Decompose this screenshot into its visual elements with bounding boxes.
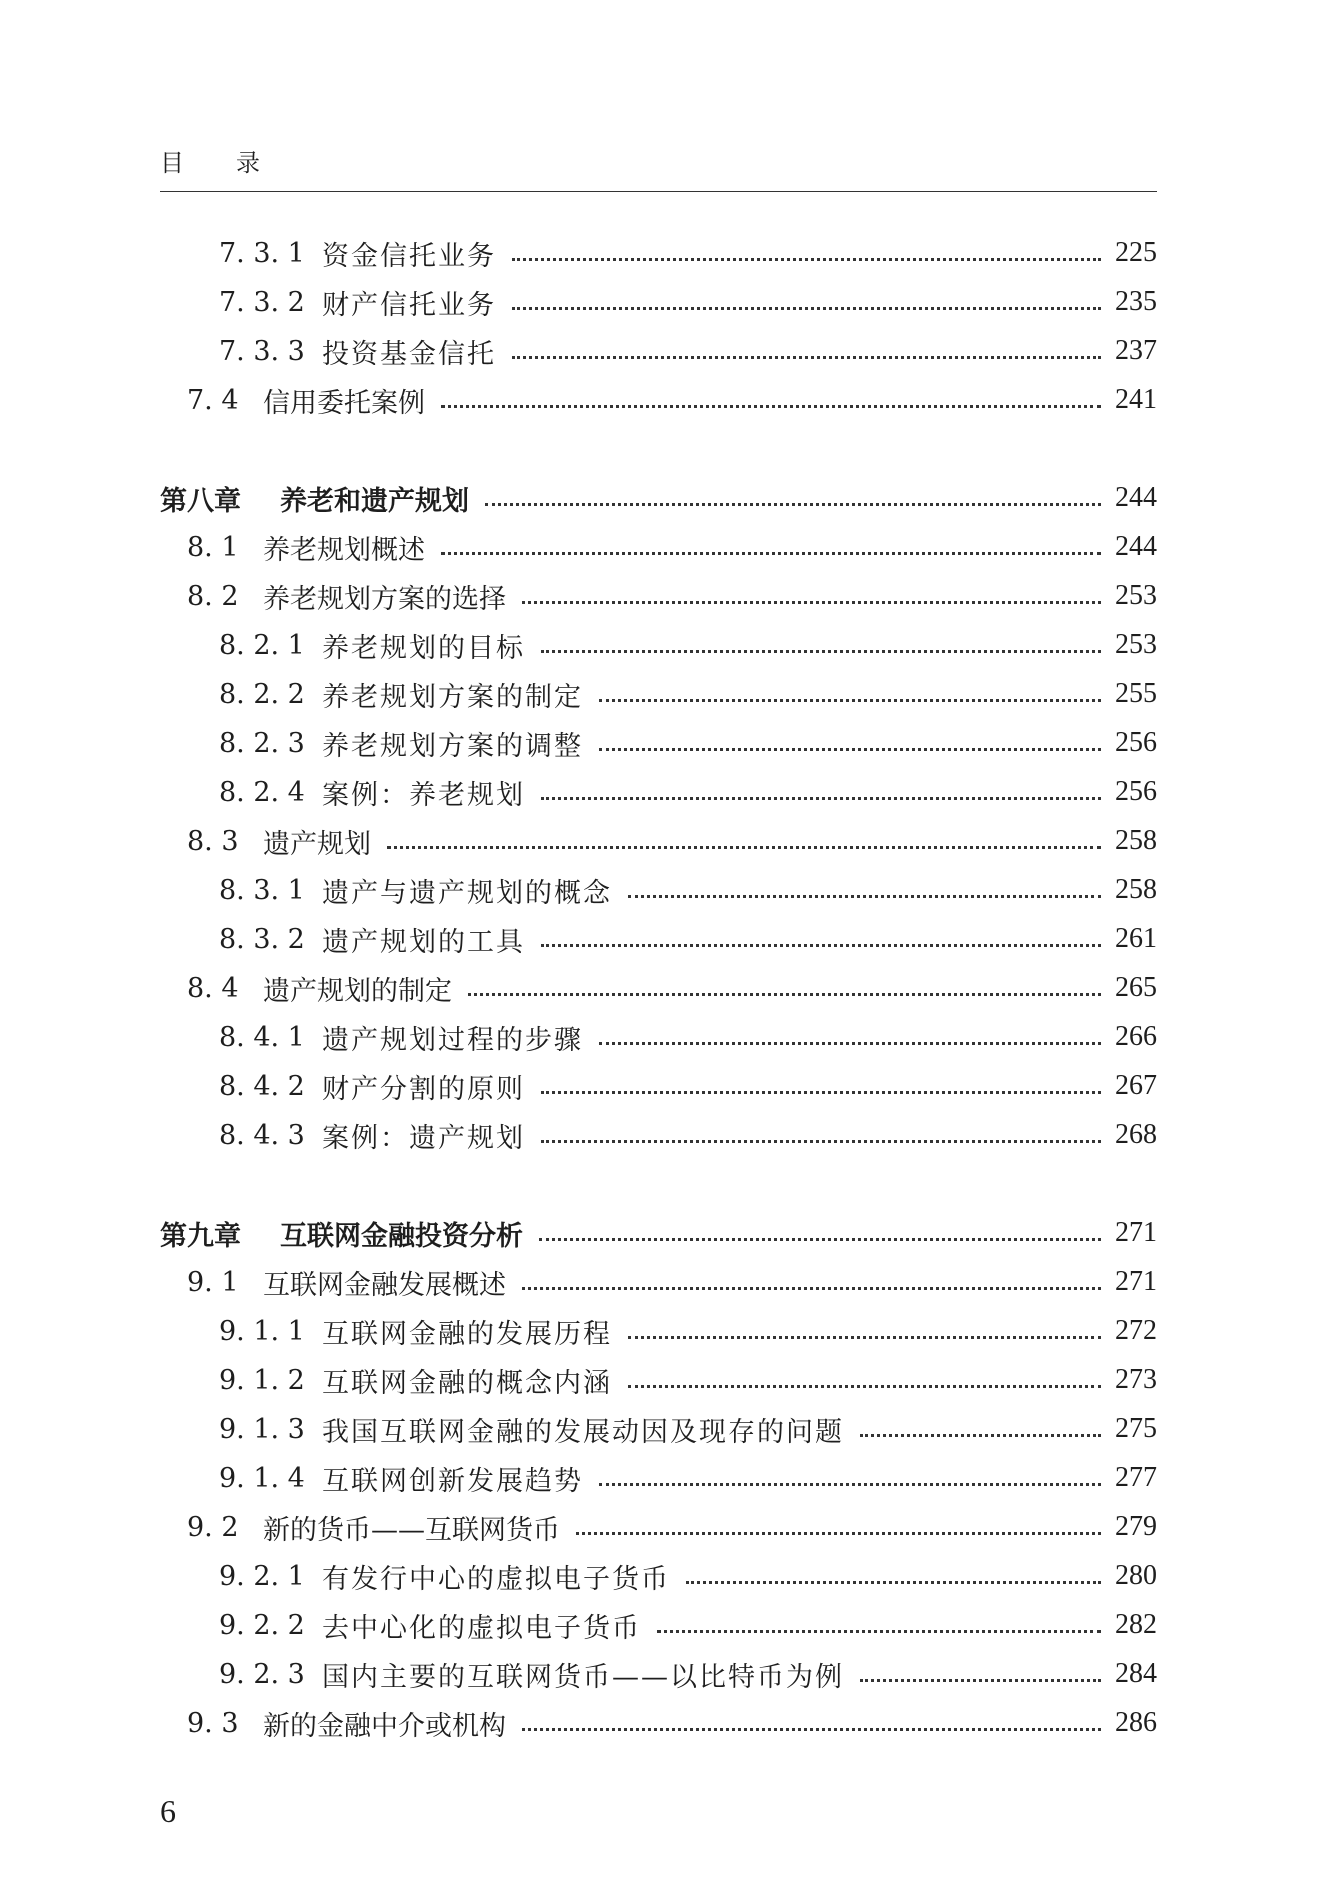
toc-entry-sub [160, 723, 1157, 763]
dot-leader [860, 1434, 1101, 1437]
toc-entry-number: 9. 1. 1 [219, 1315, 305, 1347]
toc-entry-title: 遗产规划过程的步骤 [322, 1024, 583, 1056]
toc-entry-sub [160, 625, 1157, 665]
toc-entry-page: 272 [1115, 1315, 1157, 1346]
dot-leader [628, 1336, 1101, 1339]
toc-entry-number: 9. 2. 1 [219, 1560, 305, 1592]
dot-leader [512, 356, 1101, 359]
toc-entry-section [160, 821, 1157, 861]
dot-leader [512, 307, 1101, 310]
dot-leader [441, 552, 1101, 555]
toc-entry-number: 8. 2. 3 [219, 727, 305, 759]
toc-entry-number: 9. 1. 4 [219, 1462, 305, 1494]
toc-entry-title: 案例：养老规划 [322, 779, 525, 811]
toc-entry-number: 9. 3 [187, 1707, 239, 1739]
dot-leader [541, 1140, 1101, 1143]
toc-entry-title: 养老规划方案的制定 [322, 681, 583, 713]
running-head [160, 149, 260, 177]
dot-leader [599, 748, 1101, 751]
toc-entry-sub [160, 1115, 1157, 1155]
running-head-left: 目 [160, 149, 184, 177]
toc-entry-page: 255 [1115, 678, 1157, 709]
dot-leader [576, 1532, 1101, 1535]
toc-entry-page: 237 [1115, 335, 1157, 366]
toc-entry-section [160, 1703, 1157, 1743]
toc-entry-number: 8. 4. 3 [219, 1119, 305, 1151]
toc-entry-number: 8. 2. 1 [219, 629, 305, 661]
toc-entry-sub [160, 772, 1157, 812]
dot-leader [599, 699, 1101, 702]
toc-entry-title: 养老规划的目标 [322, 632, 525, 664]
toc-entry-sub [160, 674, 1157, 714]
dot-leader [522, 1728, 1101, 1731]
toc-entry-sub [160, 1311, 1157, 1351]
toc-entry-page: 225 [1115, 237, 1157, 268]
toc-entry-sub [160, 1409, 1157, 1449]
toc-entry-title: 新的金融中介或机构 [263, 1710, 506, 1742]
toc-entry-number: 8. 4 [187, 972, 239, 1004]
toc-entry-page: 267 [1115, 1070, 1157, 1101]
toc-entry-title: 国内主要的互联网货币——以比特币为例 [322, 1661, 844, 1693]
toc-entry-chapter [160, 1213, 1157, 1253]
toc-entry-number: 8. 2 [187, 580, 239, 612]
toc-entry-page: 256 [1115, 727, 1157, 758]
dot-leader [522, 601, 1101, 604]
toc-entry-number: 7. 3. 2 [219, 286, 305, 318]
toc-entry-page: 244 [1115, 482, 1157, 513]
toc-entry-title: 财产分割的原则 [322, 1073, 525, 1105]
toc-entry-number: 8. 3. 1 [219, 874, 305, 906]
toc-entry-sub [160, 1556, 1157, 1596]
toc-entry-sub [160, 331, 1157, 371]
toc-entry-title: 养老和遗产规划 [280, 485, 469, 516]
toc-entry-number: 8. 3. 2 [219, 923, 305, 955]
toc-entry-number: 8. 1 [187, 531, 239, 563]
toc-entry-title: 财产信托业务 [322, 289, 496, 321]
toc-entry-section [160, 1507, 1157, 1547]
dot-leader [541, 944, 1101, 947]
toc-entry-section [160, 968, 1157, 1008]
running-head-right: 录 [236, 149, 260, 177]
toc-entry-sub [160, 1458, 1157, 1498]
toc-entry-title: 我国互联网金融的发展动因及现存的问题 [322, 1416, 844, 1448]
toc-entry-title: 互联网创新发展趋势 [322, 1465, 583, 1497]
toc-entry-sub [160, 1017, 1157, 1057]
toc-entry-title: 养老规划方案的调整 [322, 730, 583, 762]
page-number: 6 [160, 1793, 176, 1829]
dot-leader [441, 405, 1101, 408]
toc-entry-number: 9. 2. 2 [219, 1609, 305, 1641]
toc-entry-title: 信用委托案例 [263, 387, 425, 419]
dot-leader [628, 1385, 1101, 1388]
toc-entry-page: 244 [1115, 531, 1157, 562]
toc-entry-number: 第八章 [160, 485, 241, 516]
toc-entry-title: 新的货币——互联网货币 [263, 1514, 560, 1546]
dot-leader [860, 1679, 1101, 1682]
toc-entry-number: 7. 4 [187, 384, 239, 416]
toc-entry-page: 277 [1115, 1462, 1157, 1493]
toc-entry-number: 8. 3 [187, 825, 239, 857]
toc-entry-title: 去中心化的虚拟电子货币 [322, 1612, 641, 1644]
toc-entry-page: 258 [1115, 825, 1157, 856]
header-rule [160, 191, 1157, 192]
toc-entry-page: 286 [1115, 1707, 1157, 1738]
toc-entry-number: 7. 3. 3 [219, 335, 305, 367]
toc-entry-title: 互联网金融发展概述 [263, 1269, 506, 1301]
toc-entry-page: 258 [1115, 874, 1157, 905]
dot-leader [599, 1042, 1101, 1045]
toc-entry-title: 互联网金融的概念内涵 [322, 1367, 612, 1399]
dot-leader [522, 1287, 1101, 1290]
toc-entry-page: 279 [1115, 1511, 1157, 1542]
toc-entry-page: 275 [1115, 1413, 1157, 1444]
toc-entry-title: 案例：遗产规划 [322, 1122, 525, 1154]
toc-entry-number: 第九章 [160, 1220, 241, 1251]
toc-entry-sub [160, 919, 1157, 959]
toc-entry-page: 280 [1115, 1560, 1157, 1591]
dot-leader [657, 1630, 1101, 1633]
toc-entry-page: 256 [1115, 776, 1157, 807]
toc-entry-number: 9. 1. 2 [219, 1364, 305, 1396]
toc-entry-title: 养老规划概述 [263, 534, 425, 566]
toc-entry-number: 8. 4. 1 [219, 1021, 305, 1053]
toc-entry-page: 253 [1115, 629, 1157, 660]
dot-leader [485, 503, 1101, 506]
toc-entry-title: 互联网金融投资分析 [280, 1220, 523, 1251]
toc-entry-title: 遗产规划的工具 [322, 926, 525, 958]
toc-entry-number: 8. 2. 4 [219, 776, 305, 808]
dot-leader [512, 258, 1101, 261]
dot-leader [599, 1483, 1101, 1486]
toc-entry-title: 养老规划方案的选择 [263, 583, 506, 615]
toc-entry-sub [160, 870, 1157, 910]
toc-entry-page: 284 [1115, 1658, 1157, 1689]
toc-entry-number: 9. 2 [187, 1511, 239, 1543]
toc-entry-sub [160, 1066, 1157, 1106]
toc-entry-title: 遗产与遗产规划的概念 [322, 877, 612, 909]
toc-entry-sub [160, 1605, 1157, 1645]
toc-entry-title: 投资基金信托 [322, 338, 496, 370]
toc-entry-page: 271 [1115, 1217, 1157, 1248]
toc-entry-number: 9. 2. 3 [219, 1658, 305, 1690]
toc-entry-page: 282 [1115, 1609, 1157, 1640]
toc-entry-title: 遗产规划 [263, 828, 371, 860]
dot-leader [539, 1238, 1101, 1241]
toc-entry-page: 266 [1115, 1021, 1157, 1052]
toc-entry-sub [160, 233, 1157, 273]
dot-leader [541, 650, 1101, 653]
toc-entry-page: 253 [1115, 580, 1157, 611]
toc-entry-page: 261 [1115, 923, 1157, 954]
toc-entry-number: 8. 4. 2 [219, 1070, 305, 1102]
dot-leader [686, 1581, 1101, 1584]
toc-entry-sub [160, 1360, 1157, 1400]
toc-entry-section [160, 380, 1157, 420]
toc-entry-section [160, 1262, 1157, 1302]
dot-leader [541, 1091, 1101, 1094]
toc-entry-chapter [160, 478, 1157, 518]
toc-entry-title: 遗产规划的制定 [263, 975, 452, 1007]
toc-entry-title: 互联网金融的发展历程 [322, 1318, 612, 1350]
toc-entry-number: 7. 3. 1 [219, 237, 305, 269]
toc-entry-section [160, 527, 1157, 567]
toc-entry-page: 273 [1115, 1364, 1157, 1395]
toc-entry-sub [160, 1654, 1157, 1694]
toc-entry-page: 268 [1115, 1119, 1157, 1150]
toc-entry-number: 8. 2. 2 [219, 678, 305, 710]
toc-entry-page: 235 [1115, 286, 1157, 317]
toc-entry-page: 265 [1115, 972, 1157, 1003]
toc-entry-sub [160, 282, 1157, 322]
toc-entry-page: 271 [1115, 1266, 1157, 1297]
dot-leader [628, 895, 1101, 898]
toc-entry-number: 9. 1. 3 [219, 1413, 305, 1445]
toc-entry-title: 资金信托业务 [322, 240, 496, 272]
toc-entry-section [160, 576, 1157, 616]
toc-entry-title: 有发行中心的虚拟电子货币 [322, 1563, 670, 1595]
dot-leader [468, 993, 1101, 996]
dot-leader [541, 797, 1101, 800]
toc-entry-page: 241 [1115, 384, 1157, 415]
dot-leader [387, 846, 1101, 849]
toc-entry-number: 9. 1 [187, 1266, 239, 1298]
